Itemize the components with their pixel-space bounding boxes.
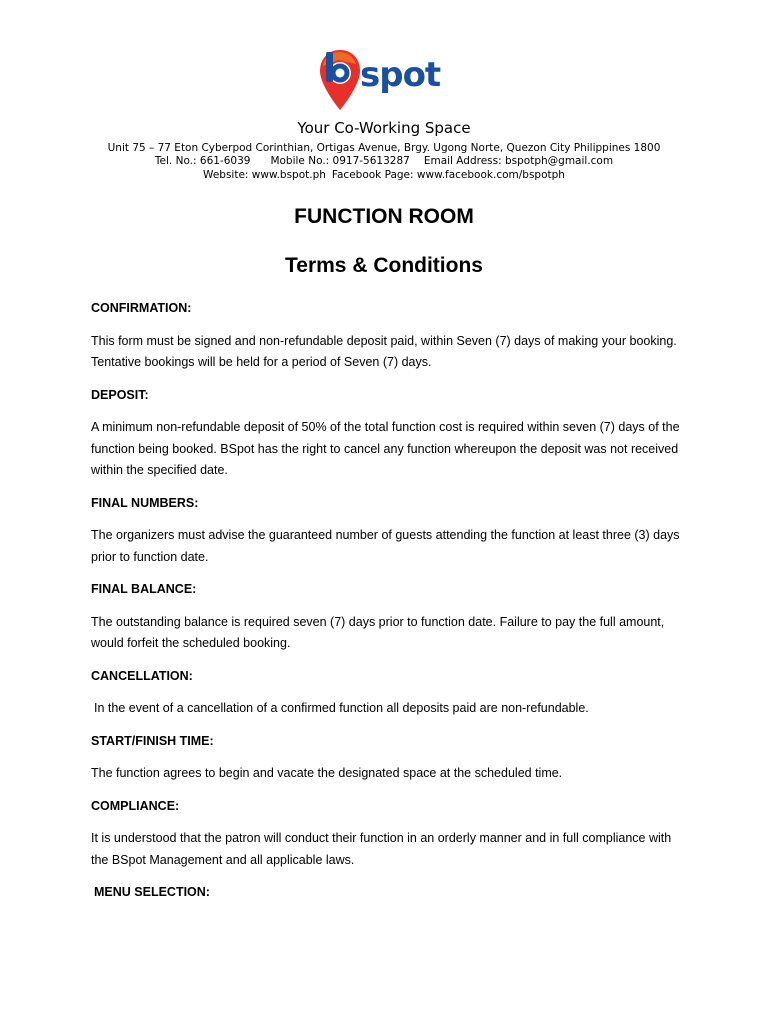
logo-wordmark: spot — [360, 55, 441, 95]
telephone: Tel. No.: 661-6039 — [154, 155, 251, 167]
section-confirmation — [91, 298, 691, 374]
section-heading: START/FINISH TIME: — [91, 733, 214, 748]
contact-line — [0, 155, 768, 168]
section-heading: CANCELLATION: — [91, 668, 193, 683]
document-title: FUNCTION ROOM — [294, 205, 474, 228]
section-heading: DEPOSIT: — [91, 387, 149, 402]
website: Website: www.bspot.ph — [203, 169, 326, 181]
section-heading: MENU SELECTION: — [94, 885, 210, 899]
section-body: This form must be signed and non-refundable deposit paid, within Seven (7) days of making your booking. Tentative bookings will be held for a period of Seven (7) days. — [91, 333, 677, 369]
section-final-numbers — [91, 493, 691, 569]
document-subtitle: Terms & Conditions — [285, 254, 483, 277]
section-body: The function agrees to begin and vacate the designated space at the scheduled time. — [91, 766, 563, 780]
logo-graphic — [318, 46, 452, 114]
web-line — [0, 169, 768, 182]
section-body: In the event of a cancellation of a confirmed function all deposits paid are non-refundable. — [94, 701, 589, 715]
email-address: Email Address: bspotph@gmail.com — [423, 155, 614, 167]
section-body: It is understood that the patron will conduct their function in an orderly manner and in full compliance with the BSpot Management and all applicable laws. — [91, 831, 672, 867]
mobile-number: Mobile No.: 0917-5613287 — [270, 155, 410, 167]
section-heading: CONFIRMATION: — [91, 301, 192, 315]
section-start-finish-time — [91, 731, 691, 785]
section-menu-selection — [91, 882, 691, 904]
section-body: A minimum non-refundable deposit of 50% of the total function cost is required within seven (7) days of the function being booked. BSpot has the right to cancel any function whereupon the deposit was not received within the specified date. — [91, 420, 680, 477]
bspot-logo — [318, 46, 452, 114]
section-heading: FINAL NUMBERS: — [91, 495, 199, 510]
section-deposit — [91, 385, 691, 482]
terms-content — [91, 298, 691, 915]
section-heading: COMPLIANCE: — [91, 798, 180, 813]
section-heading: FINAL BALANCE: — [91, 582, 197, 596]
section-final-balance — [91, 579, 691, 655]
section-body: The outstanding balance is required seven (7) days prior to function date. Failure to pay the full amount, would forfeit the scheduled booking. — [91, 614, 665, 650]
facebook-page: Facebook Page: www.facebook.com/bspotph — [331, 169, 565, 181]
section-body: The organizers must advise the guaranteed number of guests attending the function at least three (3) days prior to function date. — [91, 528, 680, 564]
tagline: Your Co-Working Space — [297, 119, 471, 137]
section-compliance — [91, 796, 691, 872]
address-line: Unit 75 – 77 Eton Cyberpod Corinthian, Ortigas Avenue, Brgy. Ugong Norte, Quezon City Philippines 1800 — [107, 142, 661, 154]
section-cancellation — [91, 666, 691, 720]
